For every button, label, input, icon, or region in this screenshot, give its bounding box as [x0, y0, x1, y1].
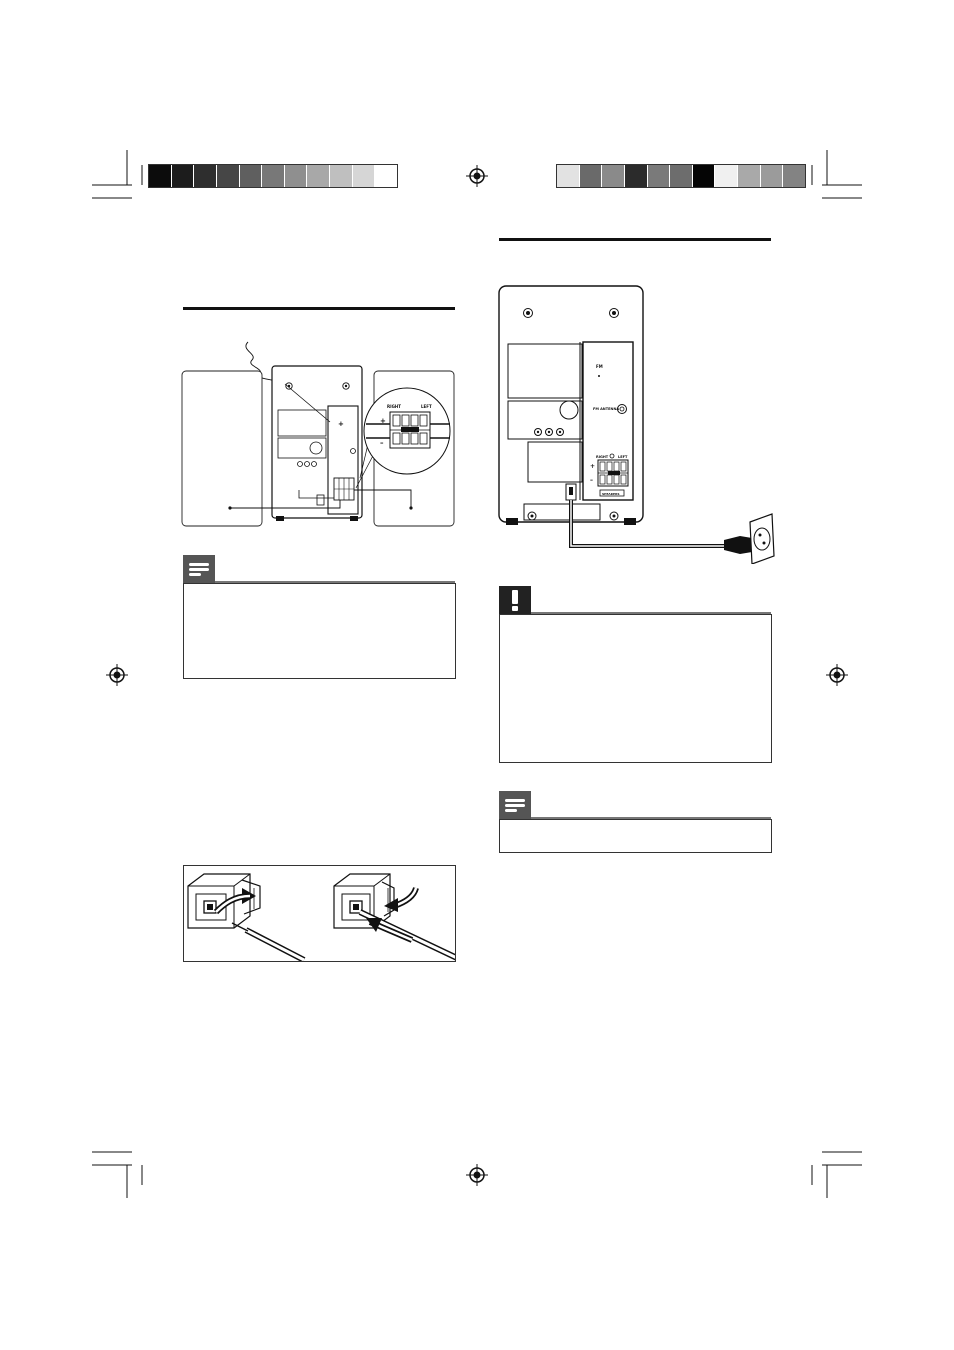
color-swatch — [579, 165, 602, 187]
section-rule-left — [183, 307, 455, 310]
power-plug-icon — [724, 536, 752, 554]
figure-power-connection — [496, 282, 780, 564]
registration-mark-left-icon — [106, 664, 128, 686]
registration-mark-right-icon — [826, 664, 848, 686]
figure-speaker-connection — [180, 338, 458, 530]
color-swatch — [329, 165, 352, 187]
color-swatch — [239, 165, 262, 187]
section-rule-right — [499, 238, 771, 241]
caution-tab — [499, 586, 531, 614]
registration-mark-top-icon — [466, 165, 488, 187]
color-swatch — [692, 165, 715, 187]
color-swatch — [714, 165, 737, 187]
figure-wire-insertion — [183, 865, 456, 962]
caution-box — [499, 614, 772, 763]
color-swatch — [171, 165, 194, 187]
color-swatch — [760, 165, 783, 187]
color-swatch — [374, 165, 397, 187]
left-speaker — [182, 371, 262, 526]
color-swatch — [306, 165, 329, 187]
color-swatch — [647, 165, 670, 187]
color-swatch — [782, 165, 805, 187]
color-swatch — [284, 165, 307, 187]
color-swatch — [624, 165, 647, 187]
color-swatch — [216, 165, 239, 187]
svg-text:–: – — [380, 439, 384, 447]
color-swatch — [601, 165, 624, 187]
note-tab-right — [499, 791, 531, 819]
callout-label-left: LEFT — [421, 404, 432, 409]
note-box-right — [499, 819, 772, 853]
color-swatch — [261, 165, 284, 187]
note-icon-right — [499, 791, 531, 819]
color-swatch — [737, 165, 760, 187]
svg-text:–: – — [590, 477, 593, 484]
note-icon — [183, 555, 215, 583]
color-swatch — [193, 165, 216, 187]
svg-text:+: + — [338, 420, 344, 428]
color-swatch — [669, 165, 692, 187]
panel-label-fm: FM — [596, 364, 603, 369]
panel-label-speakers: SPEAKERS — [602, 492, 620, 496]
svg-text:+: + — [590, 463, 596, 470]
color-swatch — [557, 165, 579, 187]
note-box-left — [183, 583, 456, 679]
exclamation-icon — [499, 586, 531, 614]
panel-label-fm-antenna: FM ANTENNA — [593, 407, 620, 411]
color-swatch — [352, 165, 375, 187]
registration-mark-bottom-icon — [466, 1164, 488, 1186]
svg-text:+: + — [380, 417, 386, 425]
panel-label-right: RIGHT — [596, 455, 609, 459]
color-swatch — [149, 165, 171, 187]
callout-label-right: RIGHT — [387, 404, 401, 409]
note-tab-left — [183, 555, 215, 583]
color-calibration-bar-right — [556, 164, 806, 188]
color-calibration-bar-left — [148, 164, 398, 188]
panel-label-left: LEFT — [618, 455, 628, 459]
